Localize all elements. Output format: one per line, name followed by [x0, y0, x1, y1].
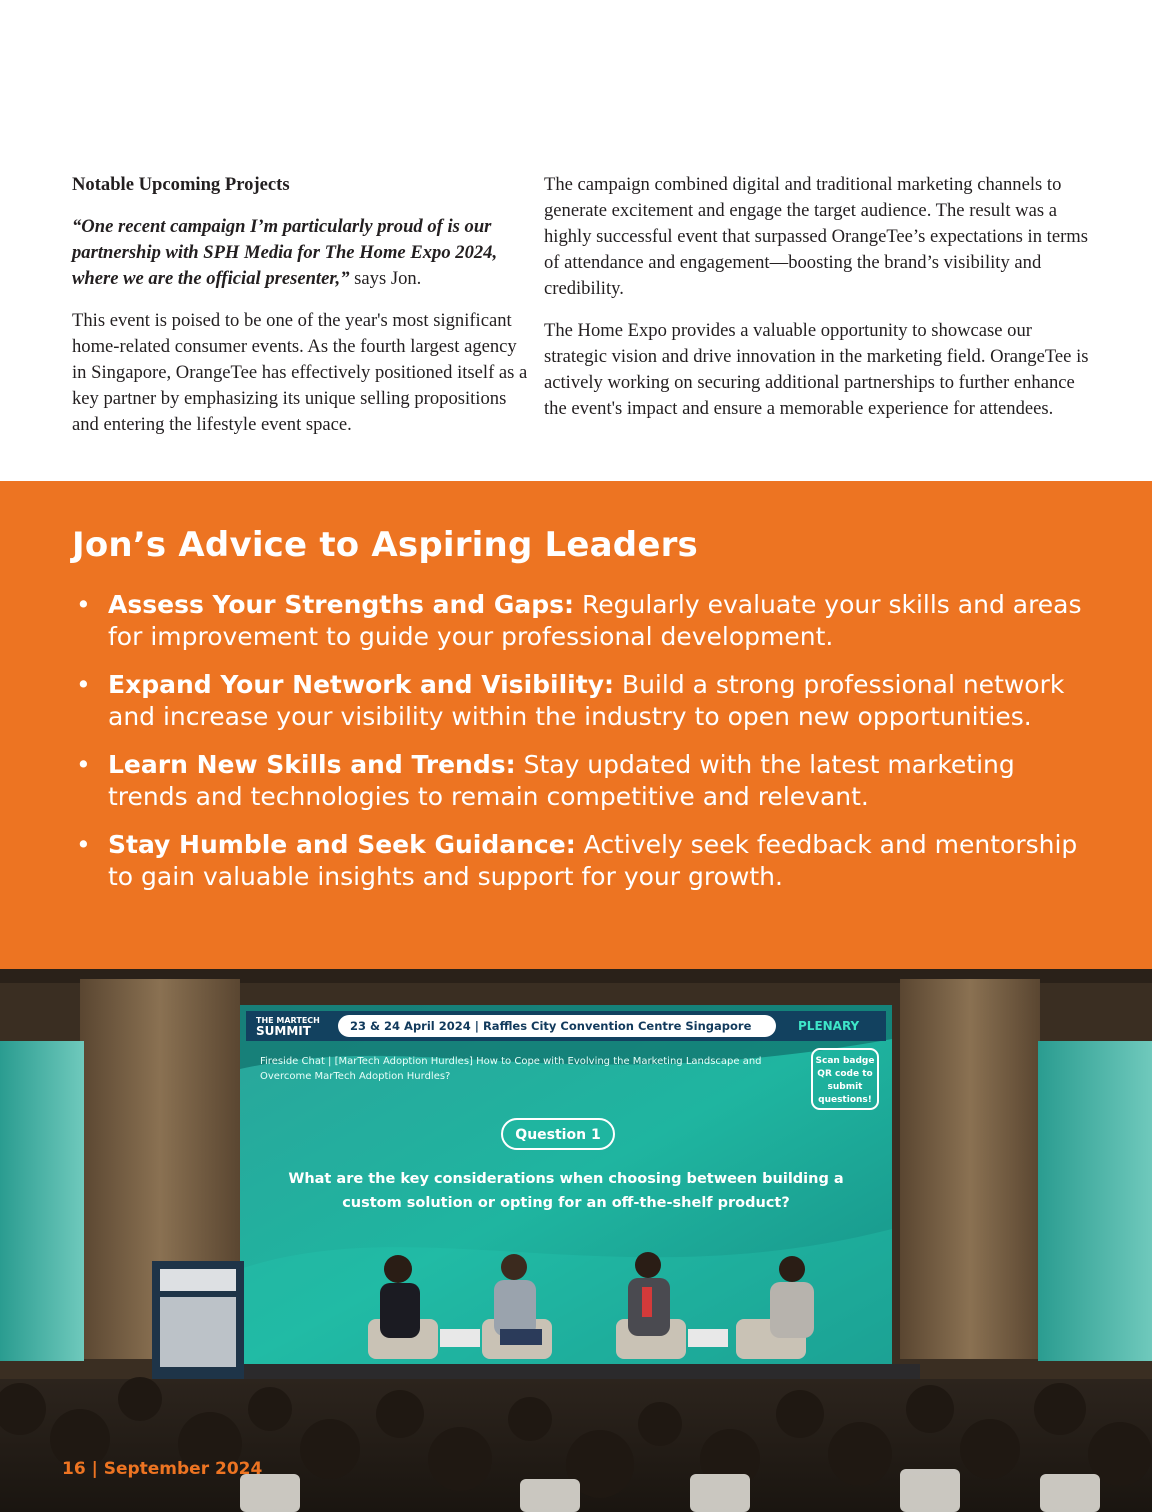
side-table [440, 1329, 480, 1347]
advice-item [72, 829, 1082, 893]
event-photo [0, 969, 1152, 1512]
article-left-column [72, 172, 528, 454]
side-table [688, 1329, 728, 1347]
bullet-icon: • [76, 830, 91, 859]
advice-text: Regularly evaluate your skills and areas for improvement to guide your professional development. [108, 590, 1082, 651]
question-line-1: What are the key considerations when choosing between building a [288, 1171, 844, 1187]
advice-item [72, 749, 1082, 813]
advice-term: Learn New Skills and Trends: [108, 750, 516, 779]
body-paragraph: The campaign combined digital and traditional marketing channels to generate excitement and engage the target audience. The result was a highly successful event that surpassed OrangeTee’s expectations in terms of attendance and engagement—boosting the brand’s visibility and credibility. [544, 174, 1088, 299]
summit-logo-bottom: SUMMIT [256, 1024, 311, 1038]
page-footer: 16 | September 2024 [62, 1459, 263, 1479]
advice-text: Stay updated with the latest marketing trends and technologies to remain competitive and relevant. [108, 750, 1015, 811]
session-line-1: Fireside Chat | [MarTech Adoption Hurdles] How to Cope with Evolving the Marketing Landscape and [260, 1056, 762, 1067]
pull-quote: “One recent campaign I’m particularly proud of is our partnership with SPH Media for The Home Expo 2024, where we are the official presenter,” [72, 216, 498, 289]
scan-line-4: questions! [818, 1095, 872, 1105]
bullet-icon: • [76, 670, 91, 699]
side-screen-right [1038, 1041, 1152, 1361]
sponsor-logos [160, 1297, 236, 1367]
scan-line-3: submit [827, 1082, 863, 1092]
advice-list [72, 589, 1082, 909]
date-venue: 23 & 24 April 2024 | Raffles City Convention Centre Singapore [350, 1019, 752, 1033]
scan-line-2: QR code to [817, 1069, 873, 1079]
advice-item [72, 589, 1082, 653]
summit-logo-top: THE MARTECH [256, 1016, 320, 1025]
advice-term: Expand Your Network and Visibility: [108, 670, 614, 699]
quote-attribution: says Jon. [349, 268, 422, 289]
question-label: Question 1 [515, 1127, 601, 1143]
track-label: PLENARY [798, 1019, 860, 1033]
article-right-column [544, 172, 1089, 438]
bullet-icon: • [76, 750, 91, 779]
body-paragraph: This event is poised to be one of the year's most significant home-related consumer events. As the fourth largest agency in Singapore, OrangeTee has effectively positioned itself as a key partner by emphasizing its unique selling propositions and entering the lifestyle event space. [72, 310, 528, 435]
advice-term: Stay Humble and Seek Guidance: [108, 830, 576, 859]
event-photo-illustration [0, 969, 1152, 1512]
side-screen-left [0, 1041, 84, 1361]
section-subhead: Notable Upcoming Projects [72, 174, 290, 195]
question-line-2: custom solution or opting for an off-the-shelf product? [342, 1195, 790, 1211]
body-paragraph: The Home Expo provides a valuable opportunity to showcase our strategic vision and drive innovation in the marketing field. OrangeTee is actively working on securing additional partnerships to further enhance the event's impact and ensure a memorable experience for attendees. [544, 320, 1089, 419]
advice-item [72, 669, 1082, 733]
scan-line-1: Scan badge [815, 1056, 875, 1066]
advice-term: Assess Your Strengths and Gaps: [108, 590, 575, 619]
advice-text: Actively seek feedback and mentorship to gain valuable insights and support for your growth. [108, 830, 1078, 891]
podium-logo-area [160, 1269, 236, 1291]
session-line-2: Overcome MarTech Adoption Hurdles? [260, 1071, 451, 1082]
pull-quote-paragraph [72, 214, 528, 292]
advice-panel [0, 481, 1152, 969]
advice-text: Build a strong professional network and increase your visibility within the industry to open new opportunities. [108, 670, 1065, 731]
bullet-icon: • [76, 590, 91, 619]
advice-title: Jon’s Advice to Aspiring Leaders [72, 525, 698, 565]
curtain-right [900, 979, 1040, 1359]
